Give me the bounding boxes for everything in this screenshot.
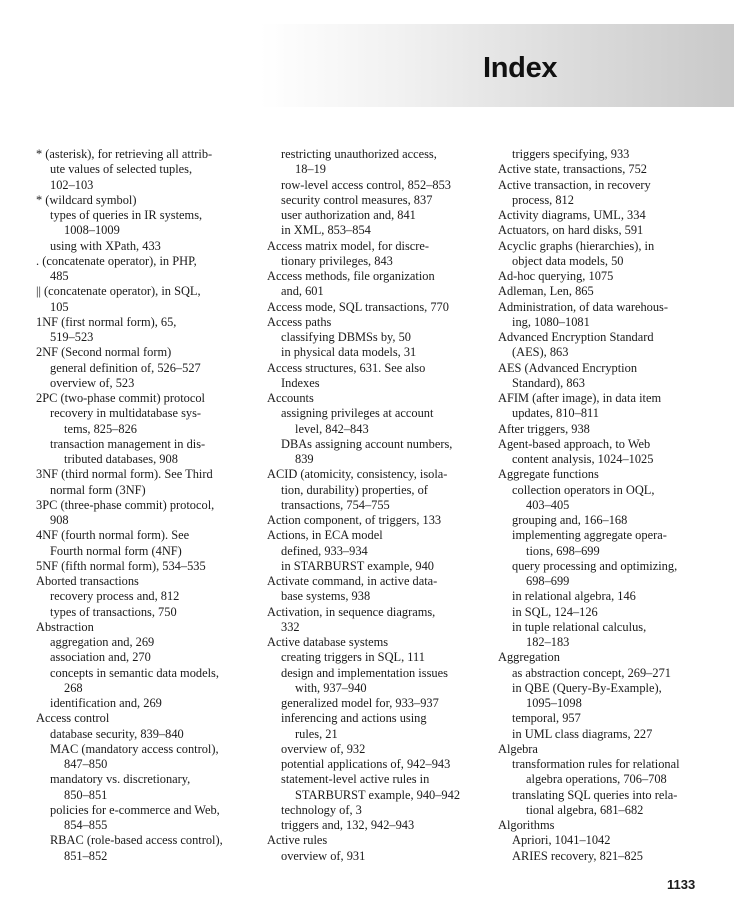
index-subentry	[267, 849, 499, 864]
index-entry-line: mandatory vs. discretionary,	[50, 772, 191, 787]
index-entry-line: aggregation and, 269	[50, 635, 155, 649]
index-entry-line: Algebra	[498, 741, 538, 756]
index-subentry	[36, 650, 268, 665]
index-entry-line: * (wildcard symbol)	[36, 192, 137, 207]
index-entry-line: updates, 810–811	[512, 406, 599, 421]
index-entry	[498, 391, 730, 422]
index-entry-line: AES (Advanced Encryption	[498, 360, 638, 375]
index-subentry	[498, 681, 730, 712]
index-entry-line: recovery in multidatabase sys-	[50, 406, 202, 421]
index-entry-line: defined, 933–934	[281, 543, 368, 558]
index-entry-line: in STARBURST example, 940	[281, 558, 434, 573]
index-entry-line: (AES), 863	[512, 345, 569, 360]
index-entry-line: Administration, of data warehous-	[498, 299, 668, 314]
index-entry-line: base systems, 938	[281, 589, 371, 604]
index-entry	[498, 650, 730, 665]
index-entry-line: technology of, 3	[281, 802, 362, 817]
index-entry-line: 332	[281, 619, 300, 634]
index-entry	[498, 162, 730, 177]
index-entry	[267, 239, 499, 270]
index-entry-line: assigning privileges at account	[281, 406, 434, 421]
index-entry	[267, 605, 499, 636]
index-entry-line: level, 842–843	[295, 421, 369, 436]
index-entry-line: overview of, 931	[281, 848, 366, 863]
index-column-1	[36, 147, 268, 864]
index-entry-line: Aggregation	[498, 650, 560, 665]
index-entry-line: in tuple relational calculus,	[512, 619, 647, 634]
index-entry-line: 4NF (fourth normal form). See	[36, 528, 190, 543]
index-entry	[36, 345, 268, 360]
index-entry-line: tion, durability) properties, of	[281, 482, 428, 497]
index-entry	[267, 300, 499, 315]
index-subentry	[267, 742, 499, 757]
index-entry-line: Active database systems	[267, 635, 389, 649]
index-entry	[267, 467, 499, 513]
index-entry-line: object data models, 50	[512, 253, 624, 268]
index-entry-line: Activity diagrams, UML, 334	[498, 208, 646, 222]
index-entry-line: collection operators in OQL,	[512, 482, 655, 497]
index-entry-line: recovery process and, 812	[50, 589, 180, 604]
index-entry-line: rules, 21	[295, 726, 338, 741]
index-entry-line: Indexes	[281, 375, 320, 390]
index-entry-line: 1NF (first normal form), 65,	[36, 314, 177, 329]
index-entry	[36, 467, 268, 498]
index-entry-line: classifying DBMSs by, 50	[281, 330, 411, 344]
index-entry-line: Adleman, Len, 865	[498, 284, 594, 299]
index-subentry	[267, 147, 499, 178]
index-subentry	[36, 666, 268, 697]
index-entry-line: Active rules	[267, 833, 328, 848]
index-entry-line: in SQL, 124–126	[512, 604, 598, 619]
index-entry-line: 403–405	[526, 497, 570, 512]
index-entry	[498, 818, 730, 833]
index-entry-line: || (concatenate operator), in SQL,	[36, 284, 201, 299]
index-entry-line: overview of, 523	[50, 375, 135, 390]
index-subentry	[267, 559, 499, 574]
index-entry-line: transactions, 754–755	[281, 497, 390, 512]
index-entry	[498, 300, 730, 331]
index-entry	[267, 315, 499, 330]
index-entry-line: tions, 698–699	[526, 543, 600, 558]
index-entry	[36, 574, 268, 589]
index-entry-line: 268	[64, 680, 83, 695]
index-entry-line: creating triggers in SQL, 111	[281, 650, 425, 665]
index-entry-line: Active transaction, in recovery	[498, 177, 651, 192]
index-entry	[498, 361, 730, 392]
index-entry-line: design and implementation issues	[281, 665, 448, 680]
index-entry	[498, 239, 730, 270]
index-subentry	[36, 742, 268, 773]
index-subentry	[267, 711, 499, 742]
index-entry-line: temporal, 957	[512, 711, 581, 726]
index-subentry	[267, 544, 499, 559]
index-entry-line: Algorithms	[498, 818, 555, 832]
index-subentry	[498, 833, 730, 848]
index-entry-line: 18–19	[295, 162, 326, 177]
index-subentry	[267, 803, 499, 818]
index-entry-line: STARBURST example, 940–942	[295, 787, 461, 802]
index-entry-line: Acyclic graphs (hierarchies), in	[498, 238, 655, 253]
index-subentry	[267, 772, 499, 803]
index-entry-line: transformation rules for relational	[512, 757, 680, 771]
index-subentry	[36, 361, 268, 376]
index-entry-line: Action component, of triggers, 133	[267, 513, 442, 527]
index-entry-line: Agent-based approach, to Web	[498, 436, 651, 451]
index-column-2	[267, 147, 499, 864]
index-entry-line: Active state, transactions, 752	[498, 162, 647, 177]
index-entry-line: Standard), 863	[512, 375, 585, 390]
index-entry	[498, 742, 730, 757]
index-entry-line: Activate command, in active data-	[267, 574, 438, 588]
index-entry-line: DBAs assigning account numbers,	[281, 436, 453, 451]
index-entry-line: types of transactions, 750	[50, 604, 177, 619]
index-subentry	[267, 437, 499, 468]
index-entry	[36, 528, 268, 559]
index-subentry	[267, 818, 499, 833]
index-entry-line: Actuators, on hard disks, 591	[498, 223, 644, 238]
index-entry-line: Accounts	[267, 391, 314, 405]
index-entry	[267, 574, 499, 605]
index-entry	[267, 361, 499, 392]
index-entry	[498, 284, 730, 299]
index-entry-line: in XML, 853–854	[281, 223, 371, 238]
index-subentry	[267, 208, 499, 223]
index-entry-line: Access matrix model, for discre-	[267, 238, 430, 253]
index-entry	[36, 315, 268, 346]
index-entry-line: Activation, in sequence diagrams,	[267, 604, 436, 619]
index-entry-line: Advanced Encryption Standard	[498, 330, 654, 344]
index-entry	[498, 422, 730, 437]
index-subentry	[267, 406, 499, 437]
index-entry	[498, 178, 730, 209]
index-entry-line: transaction management in dis-	[50, 436, 206, 451]
index-entry-line: tional algebra, 681–682	[526, 802, 644, 817]
index-subentry	[498, 589, 730, 604]
index-entry-line: general definition of, 526–527	[50, 360, 201, 375]
page-title: Index	[483, 52, 558, 84]
index-entry-line: 182–183	[526, 635, 570, 649]
index-entry	[267, 391, 499, 406]
index-entry-line: ute values of selected tuples,	[50, 162, 193, 177]
index-subentry	[498, 483, 730, 514]
index-entry	[498, 437, 730, 468]
index-entry-line: 485	[50, 269, 69, 283]
index-entry-line: content analysis, 1024–1025	[512, 452, 654, 466]
index-entry-line: user authorization and, 841	[281, 208, 416, 222]
index-entry-line: generalized model for, 933–937	[281, 696, 439, 710]
index-entry-line: association and, 270	[50, 650, 151, 665]
index-subentry	[36, 437, 268, 468]
index-entry	[498, 269, 730, 284]
index-entry-line: in physical data models, 31	[281, 345, 417, 360]
index-entry-line: ing, 1080–1081	[512, 314, 590, 329]
index-entry	[267, 513, 499, 528]
index-entry-line: 105	[50, 299, 69, 314]
index-entry-line: database security, 839–840	[50, 726, 184, 741]
index-entry-line: AFIM (after image), in data item	[498, 391, 662, 405]
index-entry-line: 102–103	[50, 177, 94, 192]
index-entry-line: 698–699	[526, 574, 570, 588]
index-entry-line: 2NF (Second normal form)	[36, 345, 172, 360]
index-subentry	[36, 635, 268, 650]
index-subentry	[267, 193, 499, 208]
index-subentry	[498, 559, 730, 590]
index-subentry	[267, 345, 499, 360]
index-entry-line: MAC (mandatory access control),	[50, 741, 219, 756]
index-entry-line: implementing aggregate opera-	[512, 528, 667, 543]
index-entry-line: 2PC (two-phase commit) protocol	[36, 391, 205, 405]
index-entry-line: statement-level active rules in	[281, 772, 430, 787]
index-entry-line: query processing and optimizing,	[512, 558, 678, 573]
index-entry-line: Fourth normal form (4NF)	[50, 543, 182, 558]
index-entry-line: Abstraction	[36, 619, 94, 634]
index-entry	[267, 269, 499, 300]
index-entry-line: 5NF (fifth normal form), 534–535	[36, 558, 206, 573]
index-entry-line: 3PC (three-phase commit) protocol,	[36, 497, 215, 512]
index-subentry	[36, 833, 268, 864]
index-entry-line: * (asterisk), for retrieving all attrib-	[36, 147, 213, 161]
index-entry-line: 908	[50, 513, 69, 527]
index-entry-line: tems, 825–826	[64, 421, 137, 436]
index-entry-line: Apriori, 1041–1042	[512, 833, 611, 848]
index-subentry	[267, 696, 499, 711]
index-entry	[36, 620, 268, 635]
index-entry-line: normal form (3NF)	[50, 482, 146, 497]
index-entry-line: 3NF (third normal form). See Third	[36, 467, 213, 482]
index-entry	[36, 284, 268, 315]
index-subentry	[36, 589, 268, 604]
index-entry-line: . (concatenate operator), in PHP,	[36, 253, 197, 268]
index-entry	[36, 391, 268, 406]
index-subentry	[498, 666, 730, 681]
index-entry-line: tributed databases, 908	[64, 452, 178, 466]
index-subentry	[267, 650, 499, 665]
index-subentry	[498, 727, 730, 742]
index-subentry	[498, 513, 730, 528]
index-entry	[36, 559, 268, 574]
index-entry	[36, 254, 268, 285]
index-entry-line: row-level access control, 852–853	[281, 177, 451, 192]
index-entry-line: restricting unauthorized access,	[281, 147, 437, 161]
index-entry-line: After triggers, 938	[498, 421, 590, 436]
index-subentry	[36, 376, 268, 391]
index-subentry	[498, 849, 730, 864]
index-entry-line: security control measures, 837	[281, 192, 433, 207]
index-entry-line: Access paths	[267, 314, 332, 329]
index-entry-line: Access methods, file organization	[267, 269, 435, 283]
index-entry-line: 854–855	[64, 818, 108, 832]
index-entry-line: policies for e-commerce and Web,	[50, 802, 220, 817]
index-entry-line: with, 937–940	[295, 680, 367, 695]
index-entry	[267, 833, 499, 848]
index-entry	[498, 467, 730, 482]
index-entry-line: potential applications of, 942–943	[281, 757, 451, 771]
index-subentry	[36, 406, 268, 437]
index-entry-line: tionary privileges, 843	[281, 253, 393, 268]
index-entry-line: 1008–1009	[64, 223, 120, 238]
index-entry-line: and, 601	[281, 284, 324, 299]
index-entry-line: inferencing and actions using	[281, 711, 427, 726]
index-column-3	[498, 147, 730, 864]
index-subentry	[498, 711, 730, 726]
index-entry-line: as abstraction concept, 269–271	[512, 665, 671, 680]
page-number: 1133	[667, 877, 696, 892]
index-subentry	[498, 757, 730, 788]
index-subentry	[498, 605, 730, 620]
index-entry-line: RBAC (role-based access control),	[50, 833, 223, 848]
index-entry-line: Aborted transactions	[36, 574, 139, 588]
index-entry-line: algebra operations, 706–708	[526, 772, 667, 787]
index-entry-line: types of queries in IR systems,	[50, 208, 203, 222]
index-subentry	[267, 666, 499, 697]
index-entry-line: using with XPath, 433	[50, 238, 161, 253]
index-entry-line: Ad-hoc querying, 1075	[498, 269, 614, 283]
index-entry	[36, 711, 268, 726]
index-subentry	[498, 147, 730, 162]
index-subentry	[267, 223, 499, 238]
index-entry-line: concepts in semantic data models,	[50, 665, 219, 680]
index-entry-line: 850–851	[64, 787, 108, 802]
index-entry	[36, 147, 268, 193]
index-subentry	[267, 178, 499, 193]
index-subentry	[36, 727, 268, 742]
index-entry-line: Access mode, SQL transactions, 770	[267, 299, 449, 314]
index-subentry	[267, 757, 499, 772]
index-subentry	[498, 620, 730, 651]
index-subentry	[36, 239, 268, 254]
index-entry-line: translating SQL queries into rela-	[512, 787, 678, 802]
index-entry-line: 851–852	[64, 848, 108, 863]
index-entry	[498, 330, 730, 361]
index-entry-line: in QBE (Query-By-Example),	[512, 680, 662, 695]
index-entry-line: in UML class diagrams, 227	[512, 726, 653, 741]
index-entry	[498, 208, 730, 223]
index-entry-line: ARIES recovery, 821–825	[512, 848, 643, 863]
index-entry-line: triggers and, 132, 942–943	[281, 818, 415, 832]
index-entry-line: grouping and, 166–168	[512, 513, 628, 527]
index-entry	[498, 223, 730, 238]
index-entry-line: identification and, 269	[50, 696, 162, 710]
index-entry-line: 847–850	[64, 757, 108, 771]
index-entry-line: Access structures, 631. See also	[267, 360, 426, 375]
index-subentry	[267, 330, 499, 345]
index-entry-line: triggers specifying, 933	[512, 147, 630, 161]
index-subentry	[36, 605, 268, 620]
index-entry	[36, 193, 268, 208]
index-entry	[267, 635, 499, 650]
index-entry-line: Aggregate functions	[498, 467, 599, 482]
index-entry-line: overview of, 932	[281, 741, 366, 756]
index-entry-line: Access control	[36, 711, 110, 726]
index-subentry	[36, 208, 268, 239]
index-entry-line: ACID (atomicity, consistency, isola-	[267, 467, 448, 482]
index-subentry	[498, 788, 730, 819]
index-entry-line: 519–523	[50, 330, 94, 344]
index-entry-line: in relational algebra, 146	[512, 589, 636, 604]
index-entry-line: Actions, in ECA model	[267, 528, 383, 543]
index-entry	[267, 528, 499, 543]
index-subentry	[36, 803, 268, 834]
index-subentry	[498, 528, 730, 559]
index-subentry	[36, 772, 268, 803]
index-entry-line: 1095–1098	[526, 696, 582, 710]
index-entry-line: process, 812	[512, 192, 574, 207]
index-subentry	[36, 696, 268, 711]
index-entry-line: 839	[295, 452, 314, 466]
index-entry	[36, 498, 268, 529]
